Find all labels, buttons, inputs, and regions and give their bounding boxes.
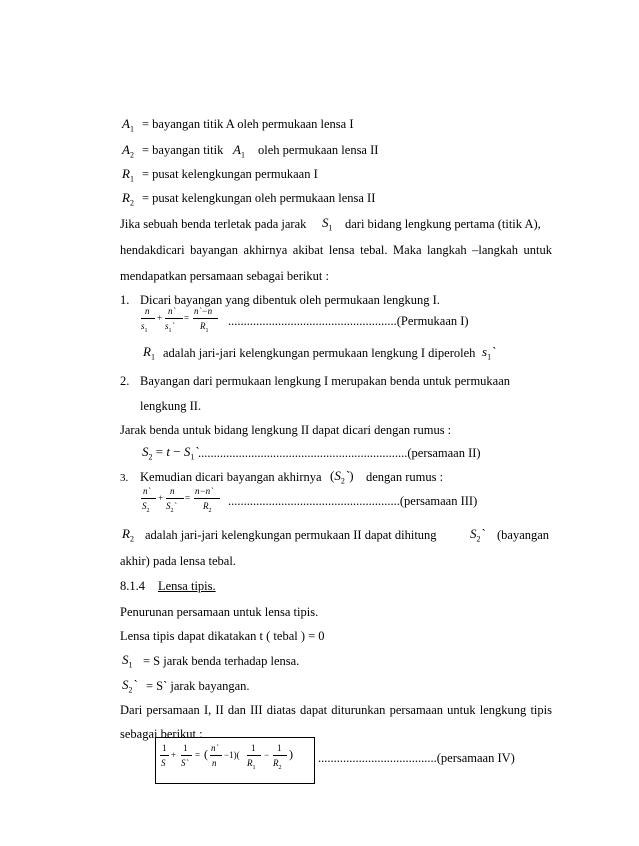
jarak-text: Jarak benda untuk bidang lengkung II dapat dicari dengan rumus : [120,423,452,437]
para1-line2: hendakdicari bayangan akhirnya akibat lensa tebal. Maka langkah –langkah untuk [120,243,552,257]
s2-def: = S` jarak bayangan. [146,679,250,693]
symbol-a1-inline: $A_1$ [233,142,245,160]
document-page: $A_1$ = bayangan titik A oleh permukaan lensa I $A_2$ = bayangan titik $A_1$ oleh permukaan lensa II $R_1$ = pusat kelengkungan permukaan I $R_2$ = pusat kelengkungan oleh permukaan lensa II Jika sebuah benda terletak pada jarak $S_1$ dari bidang lengkung pertama (titik A), hendakdicari bayangan akhirnya akibat lensa tebal. Maka langkah –langkah untuk mendapatkan persamaan sebagai berikut : 1. Dicari bayangan yang dibentuk oleh permukaan lengkung I. n $s_1$ + n` $s_1`$ = n`−n $R_1$ ......................................................(Permukaan I) $R_1$ adalah jari-jari kelengkungan permukaan lengkung I diperoleh $s_1`$ 2. Bayangan dari permukaan lengkung I merupakan benda untuk permukaan lengkung II. Jarak benda untuk bidang lengkung II dapat dicari dengan rumus : $S_2 = t$ − $S_1`$ ...................................................................(persamaan II) 3. Kemudian dicari bayangan akhirnya $(S_2`)$ dengan rumus : n` $S_2$ + n $S_2`$ = n−n` $R_2$ .......................................................(persamaan III) $R_2$ adalah jari-jari kelengkungan permukaan II dapat dihitung $S_2`$ (bayangan akhir) pada lensa tebal. 8.1.4 Lensa tipis. Penurunan persamaan untuk lensa tipis. Lensa tipis dapat dikatakan t ( tebal ) = 0 $S_1$ = S jarak benda terhadap lensa. $S_2`$ = S` jarak bayangan. Dari persamaan I, II dan III diatas dapat diturunkan persamaan untuk lengkung tipis sebagai berikut : 1 S + 1 S` = ( n` n −1)( 1 $R_1$ − 1 $R_2$ ) ......................................(persamaan IV) [0,0,639,846]
s1-def: = S jarak benda terhadap lensa. [143,654,300,668]
para2-line1b: (bayangan [497,528,550,542]
para4-line2: sebagai berikut : [120,727,203,741]
symbol-s1-note: $s_1`$ [482,344,496,362]
eq-label-persamaan-2: ...................................................................(persamaan II) [198,446,481,460]
para3-line2: Lensa tipis dapat dikatakan t ( tebal ) = 0 [120,629,325,643]
step2-line1: Bayangan dari permukaan lengkung I merupakan benda untuk permukaan [140,374,511,388]
symbol-r2-para: $R_2$ [122,526,134,544]
para1-line1a: Jika sebuah benda terletak pada jarak [120,217,307,231]
para1-line1b: dari bidang lengkung pertama (titik A), [345,217,541,231]
step3-text-a: Kemudian dicari bayangan akhirnya [140,470,322,484]
step1-number: 1. [120,293,130,307]
def-a2-part1: = bayangan titik [142,143,224,157]
step3-number: 3. [120,472,129,484]
symbol-s2-para: $S_2`$ [470,526,485,544]
symbol-a1: $A_1$ [122,116,134,134]
eq-label-permukaan-1: ......................................................(Permukaan I) [228,314,469,328]
para1-line3: mendapatkan persamaan sebagai berikut : [120,269,329,283]
symbol-s2-def: $S_2`$ [122,677,137,695]
step2-line2: lengkung II. [140,399,202,413]
section-title: Lensa tipis. [158,579,216,593]
symbol-s1: $S_1$ [322,215,333,233]
step1-note: adalah jari-jari kelengkungan permukaan lengkung I diperoleh [163,346,476,360]
symbol-r2: $R_2$ [122,190,134,208]
para4-line1: Dari persamaan I, II dan III diatas dapat diturunkan persamaan untuk lengkung tipis [120,703,552,717]
step1-text: Dicari bayangan yang dibentuk oleh permukaan lengkung I. [140,293,440,307]
para2-line1a: adalah jari-jari kelengkungan permukaan II dapat dihitung [145,528,437,542]
symbol-s1-def: $S_1$ [122,652,133,670]
eq-label-persamaan-4: ......................................(persamaan IV) [318,751,515,765]
def-a1: = bayangan titik A oleh permukaan lensa I [142,117,354,131]
symbol-s2-prime: $(S_2`)$ [330,468,354,486]
def-a2-part2: oleh permukaan lensa II [258,143,379,157]
para3-line1: Penurunan persamaan untuk lensa tipis. [120,605,319,619]
equation-persamaan-2: $S_2 = t$ − $S_1`$ [142,444,199,462]
eq-label-persamaan-3: .......................................................(persamaan III) [228,494,478,508]
def-r1: = pusat kelengkungan permukaan I [142,167,318,181]
symbol-r1: $R_1$ [122,166,134,184]
step3-text-b: dengan rumus : [366,470,444,484]
step2-number: 2. [120,374,130,388]
symbol-a2: $A_2$ [122,142,134,160]
symbol-r1-note: $R_1$ [143,344,155,362]
def-r2: = pusat kelengkungan oleh permukaan lensa II [142,191,376,205]
para2-line2: akhir) pada lensa tebal. [120,554,236,568]
section-number: 8.1.4 [120,579,145,593]
